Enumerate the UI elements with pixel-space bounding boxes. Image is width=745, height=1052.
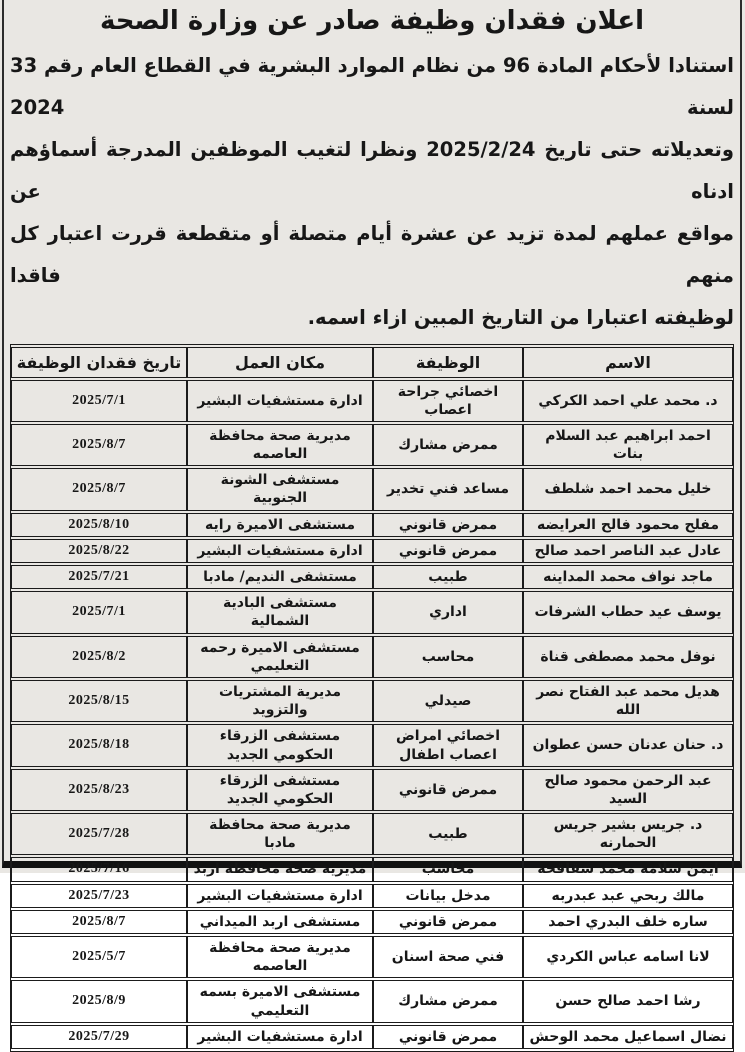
position-cell: ممرض قانوني (373, 513, 523, 537)
workplace-cell: مستشفى الشونة الجنوبية (187, 468, 373, 510)
table-row (11, 424, 733, 466)
employees-table (10, 344, 734, 1052)
header-loss-date: تاريخ فقدان الوظيفة (11, 347, 187, 378)
position-cell: مدخل بيانات (373, 884, 523, 908)
position-cell: محاسب (373, 857, 523, 881)
workplace-cell: مستشفى اربد الميداني (187, 910, 373, 934)
name-cell: لانا اسامه عباس الكردي (523, 936, 733, 978)
position-cell: اخصائي امراض اعصاب اطفال (373, 724, 523, 766)
name-cell: مفلح محمود فالح العرايضه (523, 513, 733, 537)
position-cell: ممرض قانوني (373, 910, 523, 934)
loss-date-cell: 2025/5/7 (11, 936, 187, 978)
name-cell: عبد الرحمن محمود صالح السيد (523, 769, 733, 811)
name-cell: نوفل محمد مصطفى قناة (523, 636, 733, 678)
intro-line-4: لوظيفته اعتبارا من التاريخ المبين ازاء اسمه. (307, 305, 734, 329)
name-cell: ماجد نواف محمد المداينه (523, 565, 733, 589)
loss-date-cell: 2025/7/23 (11, 884, 187, 908)
position-cell: ممرض مشارك (373, 980, 523, 1022)
loss-date-cell: 2025/8/9 (11, 980, 187, 1022)
table-header-row (11, 347, 733, 378)
table-row (11, 565, 733, 589)
workplace-cell: مديرية صحة محافظة العاصمه (187, 424, 373, 466)
name-cell: د. جريس بشير جريس الحمارنه (523, 813, 733, 855)
position-cell: طبيب (373, 565, 523, 589)
table-row (11, 857, 733, 881)
table-row (11, 769, 733, 811)
loss-date-cell: 2025/8/22 (11, 539, 187, 563)
loss-date-cell: 2025/8/7 (11, 910, 187, 934)
name-cell: ساره خلف البدري احمد (523, 910, 733, 934)
position-cell: صيدلي (373, 680, 523, 722)
name-cell: رشا احمد صالح حسن (523, 980, 733, 1022)
announcement-frame (2, 0, 742, 1045)
loss-date-cell: 2025/7/16 (11, 857, 187, 881)
position-cell: طبيب (373, 813, 523, 855)
workplace-cell: ادارة مستشفيات البشير (187, 539, 373, 563)
workplace-cell: مستشفى الاميرة رايه (187, 513, 373, 537)
loss-date-cell: 2025/8/18 (11, 724, 187, 766)
name-cell: مالك ربحي عبد عبدربه (523, 884, 733, 908)
position-cell: ممرض قانوني (373, 1025, 523, 1049)
workplace-cell: مديرية صحة محافظة مادبا (187, 813, 373, 855)
table-row (11, 636, 733, 678)
loss-date-cell: 2025/8/15 (11, 680, 187, 722)
loss-date-cell: 2025/7/29 (11, 1025, 187, 1049)
workplace-cell: مستشفى الاميرة بسمه التعليمي (187, 980, 373, 1022)
table-row (11, 813, 733, 855)
intro-line-2: وتعديلاته حتى تاريخ 2025/2/24 ونظرا لتغيب الموظفين المدرجة أسماؤهم ادناه عن (10, 137, 734, 203)
table-body (11, 380, 733, 1049)
table-row (11, 980, 733, 1022)
page-title: اعلان فقدان وظيفة صادر عن وزارة الصحة (99, 6, 645, 36)
name-cell: هديل محمد عبد الفتاح نصر الله (523, 680, 733, 722)
table-row (11, 1025, 733, 1049)
position-cell: فني صحة اسنان (373, 936, 523, 978)
position-cell: اداري (373, 591, 523, 633)
table-row (11, 680, 733, 722)
position-cell: محاسب (373, 636, 523, 678)
table-row (11, 724, 733, 766)
intro-paragraph (10, 45, 734, 339)
loss-date-cell: 2025/7/1 (11, 380, 187, 422)
table-row (11, 539, 733, 563)
name-cell: عادل عبد الناصر احمد صالح (523, 539, 733, 563)
workplace-cell: مستشفى البادية الشمالية (187, 591, 373, 633)
name-cell: يوسف عيد حطاب الشرفات (523, 591, 733, 633)
header-name: الاسم (523, 347, 733, 378)
workplace-cell: ادارة مستشفيات البشير (187, 380, 373, 422)
position-cell: اخصائي جراحة اعصاب (373, 380, 523, 422)
table-row (11, 910, 733, 934)
table-row (11, 380, 733, 422)
header-position: الوظيفة (373, 347, 523, 378)
name-cell: ايمن سلامه محمد شقاقحه (523, 857, 733, 881)
workplace-cell: مستشفى النديم/ مادبا (187, 565, 373, 589)
workplace-cell: مستشفى الزرقاء الحكومي الجديد (187, 724, 373, 766)
name-cell: د. محمد علي احمد الكركي (523, 380, 733, 422)
workplace-cell: مديرية المشتريات والتزويد (187, 680, 373, 722)
table-row (11, 884, 733, 908)
workplace-cell: مديرية صحة محافظة اربد (187, 857, 373, 881)
workplace-cell: ادارة مستشفيات البشير (187, 884, 373, 908)
table-row (11, 468, 733, 510)
loss-date-cell: 2025/8/10 (11, 513, 187, 537)
table-row (11, 513, 733, 537)
name-cell: خليل محمد احمد شلطف (523, 468, 733, 510)
position-cell: ممرض قانوني (373, 539, 523, 563)
workplace-cell: ادارة مستشفيات البشير (187, 1025, 373, 1049)
loss-date-cell: 2025/8/2 (11, 636, 187, 678)
intro-line-1: استنادا لأحكام المادة 96 من نظام الموارد البشرية في القطاع العام رقم 33 لسنة 2024 (10, 53, 734, 119)
workplace-cell: مديرية صحة محافظة العاصمه (187, 936, 373, 978)
header-workplace: مكان العمل (187, 347, 373, 378)
workplace-cell: مستشفى الاميرة رحمه التعليمي (187, 636, 373, 678)
loss-date-cell: 2025/7/28 (11, 813, 187, 855)
table-row (11, 936, 733, 978)
intro-line-3: مواقع عملهم لمدة تزيد عن عشرة أيام متصلة أو متقطعة قررت اعتبار كل منهم فاقدا (10, 221, 734, 287)
position-cell: ممرض قانوني (373, 769, 523, 811)
position-cell: مساعد فني تخدير (373, 468, 523, 510)
name-cell: نضال اسماعيل محمد الوحش (523, 1025, 733, 1049)
loss-date-cell: 2025/8/7 (11, 424, 187, 466)
name-cell: د. حنان عدنان حسن عطوان (523, 724, 733, 766)
loss-date-cell: 2025/7/1 (11, 591, 187, 633)
name-cell: احمد ابراهيم عبد السلام بنات (523, 424, 733, 466)
position-cell: ممرض مشارك (373, 424, 523, 466)
table-row (11, 591, 733, 633)
loss-date-cell: 2025/8/23 (11, 769, 187, 811)
loss-date-cell: 2025/7/21 (11, 565, 187, 589)
workplace-cell: مستشفى الزرقاء الحكومي الجديد (187, 769, 373, 811)
loss-date-cell: 2025/8/7 (11, 468, 187, 510)
